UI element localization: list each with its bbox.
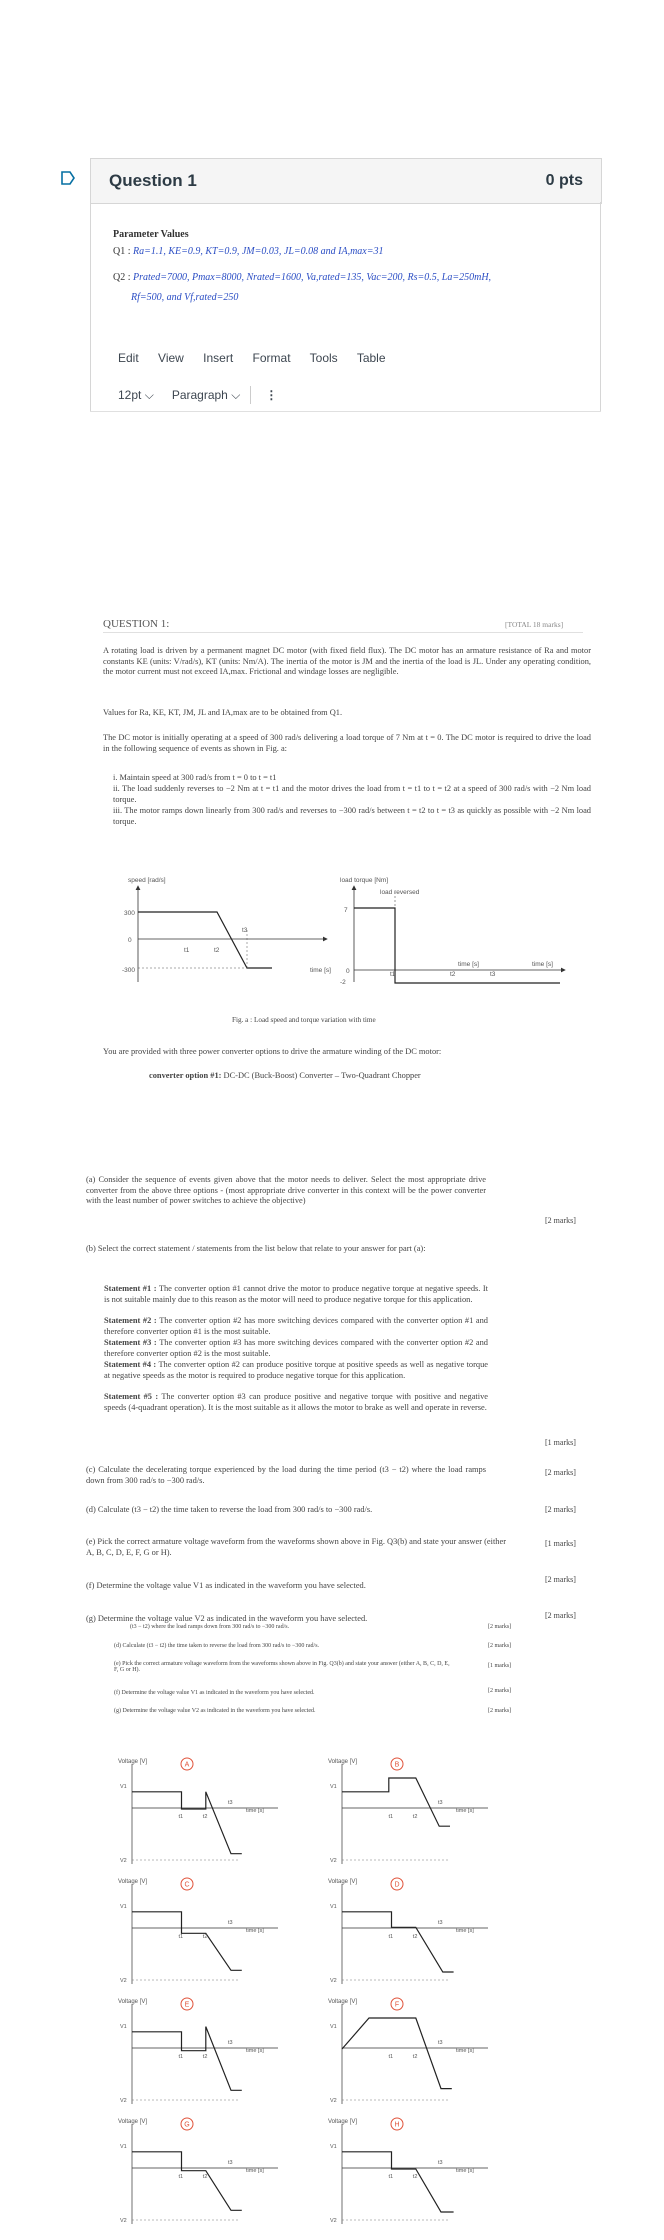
waveform-trace — [132, 1912, 242, 1971]
waveform-v2: V2 — [330, 1978, 337, 1984]
bookmark-flag-icon[interactable] — [60, 170, 76, 186]
speed-trace — [138, 912, 272, 968]
waveform-t1: t1 — [178, 2054, 184, 2060]
waveform-t1: t1 — [178, 2174, 184, 2180]
waveform-xlabel: time [s] — [456, 2048, 474, 2054]
waveform-v2: V2 — [120, 1978, 127, 1984]
part-g: (g) Determine the voltage value V2 as indicated in the waveform you have selected. — [86, 1614, 368, 1623]
question-title: Question 1 — [109, 171, 197, 190]
waveform-v1: V1 — [120, 2024, 127, 2030]
waveform-A — [118, 1756, 283, 1868]
waveform-xlabel: time [s] — [456, 2168, 474, 2174]
waveform-ylabel: Voltage [V] — [118, 2119, 148, 2125]
font-size-select[interactable]: 12pt ⌵ — [118, 387, 154, 402]
waveform-B — [328, 1756, 493, 1868]
question-points: 0 pts — [545, 172, 583, 189]
waveform-trace — [342, 1778, 450, 1826]
waveform-G — [118, 2116, 283, 2228]
waveform-v1: V1 — [120, 2144, 127, 2150]
waveform-letter: D — [394, 1881, 400, 1889]
waveform-v2: V2 — [120, 2218, 127, 2224]
waveform-t2: t2 — [412, 2174, 418, 2180]
waveform-t3: t3 — [438, 1800, 443, 1806]
torque-y0: 0 — [346, 968, 350, 975]
part-f: (f) Determine the voltage value V1 as indicated in the waveform you have selected. — [86, 1581, 366, 1590]
paragraph-select[interactable]: Paragraph ⌵ — [171, 387, 241, 402]
waveform-t1: t1 — [178, 1934, 184, 1940]
waveform-ylabel: Voltage [V] — [118, 1999, 148, 2005]
waveform-t2: t2 — [202, 2174, 208, 2180]
waveform-trace — [342, 2018, 452, 2089]
waveform-t3: t3 — [228, 2040, 233, 2046]
waveform-v2: V2 — [330, 2218, 337, 2224]
waveform-t3: t3 — [438, 2040, 443, 2046]
waveform-ylabel: Voltage [V] — [328, 1879, 358, 1885]
menu-insert[interactable]: Insert — [203, 351, 234, 365]
statements-marks: [1 marks] — [545, 1438, 576, 1447]
torque-t3: t3 — [490, 971, 496, 978]
repeat-d-marks: [2 marks] — [488, 1643, 512, 1649]
editor-menubar — [118, 351, 402, 365]
repeat-e-marks: [1 marks] — [488, 1663, 512, 1669]
statement-2: Statement #2 : The converter option #2 has more switching devices compared with the converter option #1 and therefore converter option #1 is the most suitable. — [104, 1316, 488, 1336]
params-heading: Parameter Values — [113, 229, 189, 240]
part-a: (a) Consider the sequence of events given above that the motor needs to deliver. Select the most appropriate drive converter from the above three options - (most appropriate drive converter in this context will be the power converter with the least number of power switches to achieve the objective) — [86, 1175, 486, 1205]
torque-y7: 7 — [344, 907, 348, 914]
waveform-letter: A — [184, 1761, 190, 1769]
converter-option-1: converter option #1: DC-DC (Buck-Boost) Converter – Two-Quadrant Chopper — [149, 1071, 421, 1080]
doc-p2: Values for Ra, KE, KT, JM, JL and IA,max are to be obtained from Q1. — [103, 708, 343, 717]
repeat-g-marks: [2 marks] — [488, 1708, 512, 1714]
repeat-d: (d) Calculate (t3 − t2) the time taken to reverse the load from 300 rad/s to −300 rad/s. — [114, 1643, 320, 1649]
waveform-t3: t3 — [228, 2160, 233, 2166]
waveform-v1: V1 — [120, 1784, 127, 1790]
waveform-xlabel: time [s] — [456, 1928, 474, 1934]
waveform-ylabel: Voltage [V] — [118, 1879, 148, 1885]
doc-title: QUESTION 1: — [103, 618, 170, 630]
waveform-v2: V2 — [330, 2098, 337, 2104]
statement-5: Statement #5 : The converter option #3 can produce positive and negative torque with positive and negative speeds (4-quadrant operation). It is the most suitable as it allows the motor to brake as well and operate in reverse. — [104, 1392, 488, 1412]
torque-graph — [340, 870, 580, 990]
menu-view[interactable]: View — [158, 351, 184, 365]
repeat-c: (t3 − t2) where the load ramps down from 300 rad/s to −300 rad/s. — [130, 1624, 290, 1630]
params-q1: Q1 : Ra=1.1, KE=0.9, KT=0.9, JM=0.03, JL=0.08 and IA,max=31 — [113, 246, 384, 257]
waveform-v2: V2 — [120, 1858, 127, 1864]
repeat-f: (f) Determine the voltage value V1 as indicated in the waveform you have selected. — [114, 1690, 315, 1696]
repeat-f-marks: [2 marks] — [488, 1688, 512, 1694]
waveform-letter: G — [184, 2121, 190, 2129]
editor-divider — [90, 411, 601, 412]
part-b: (b) Select the correct statement / statements from the list below that relate to your answer for part (a): — [86, 1244, 426, 1253]
waveform-trace — [132, 1792, 242, 1854]
speed-y0: 0 — [128, 937, 132, 944]
waveform-v2: V2 — [120, 2098, 127, 2104]
torque-time-label: time [s] — [532, 961, 553, 968]
waveform-letter: F — [394, 2001, 400, 2009]
doc-total: [TOTAL 18 marks] — [505, 620, 564, 629]
part-f-marks: [2 marks] — [545, 1575, 576, 1584]
part-e-marks: [1 marks] — [545, 1539, 576, 1548]
part-a-marks: [2 marks] — [545, 1216, 576, 1225]
waveform-t2: t2 — [202, 2054, 208, 2060]
statement-4: Statement #4 : The converter option #2 can produce positive torque at positive speeds as well as negative torque at negative speeds as the motor is required to produce negative torque for this application. — [104, 1360, 488, 1380]
waveform-t1: t1 — [388, 2054, 394, 2060]
waveform-t2: t2 — [202, 1934, 208, 1940]
doc-p4: You are provided with three power converter options to drive the armature winding of the DC motor: — [103, 1047, 442, 1056]
waveform-t3: t3 — [438, 2160, 443, 2166]
part-c-marks: [2 marks] — [545, 1468, 576, 1477]
waveform-E — [118, 1996, 283, 2108]
waveform-xlabel: time [s] — [456, 1808, 474, 1814]
part-g-marks: [2 marks] — [545, 1611, 576, 1620]
waveform-trace — [342, 1912, 454, 1972]
waveform-ylabel: Voltage [V] — [328, 1759, 358, 1765]
speed-y300: 300 — [124, 910, 135, 917]
waveform-t1: t1 — [388, 1814, 394, 1820]
waveform-D — [328, 1876, 493, 1988]
params-q2: Q2 : Prated=7000, Pmax=8000, Nrated=1600, Va,rated=135, Vac=200, Rs=0.5, La=250mH, — [113, 272, 492, 283]
doc-p1: A rotating load is driven by a permanent magnet DC motor (with fixed field flux). The DC motor has an armature resistance of Ra and motor constants KE (units: V/rad/s), KT (units: Nm/A). The inertia of the motor is JM and the inertia of the load is JL. Under any operating condition, the motor current must not exceed IA,max. Frictional and windage losses are negligible. — [103, 646, 591, 676]
waveform-xlabel: time [s] — [246, 1928, 264, 1934]
waveform-ylabel: Voltage [V] — [328, 1999, 358, 2005]
waveform-t3: t3 — [438, 1920, 443, 1926]
waveform-grid — [118, 1756, 518, 2240]
doc-event-2: ii. The load suddenly reverses to −2 Nm at t = t1 and the motor drives the load from t = t1 to t = t2 at a speed of 300 rad/s with −2 Nm load torque. — [113, 784, 591, 804]
waveform-t2: t2 — [412, 2054, 418, 2060]
waveform-t3: t3 — [228, 1800, 233, 1806]
waveform-F — [328, 1996, 493, 2108]
waveform-H — [328, 2116, 493, 2228]
waveform-v2: V2 — [330, 1858, 337, 1864]
waveform-v1: V1 — [330, 2024, 337, 2030]
speed-yneg300: -300 — [122, 967, 136, 974]
speed-time-label: time [s] — [310, 967, 331, 974]
params-q2-cont: Rf=500, and Vf,rated=250 — [131, 292, 239, 303]
waveform-t2: t2 — [412, 1814, 418, 1820]
statement-3: Statement #3 : The converter option #3 has more switching devices compared with the converter option #2 and therefore converter option #2 is the most suitable. — [104, 1338, 488, 1358]
menu-format[interactable]: Format — [252, 351, 291, 365]
chevron-down-icon: ⌵ — [144, 387, 154, 402]
question-header — [91, 159, 601, 204]
chevron-down-icon: ⌵ — [231, 387, 241, 402]
torque-time-label-2: time [s] — [458, 961, 479, 968]
waveform-letter: E — [184, 2001, 190, 2009]
doc-p3: The DC motor is initially operating at a speed of 300 rad/s delivering a load torque of 7 Nm at t = 0. The DC motor is required to drive the load in the following sequence of events as shown in Fig. a: — [103, 733, 591, 753]
card-border-left — [90, 202, 91, 412]
waveform-trace — [342, 2152, 454, 2212]
menu-table[interactable]: Table — [356, 351, 386, 365]
toolbar-divider — [250, 386, 251, 404]
speed-t1: t1 — [184, 947, 190, 954]
waveform-v1: V1 — [330, 1784, 337, 1790]
waveform-trace — [132, 2027, 242, 2091]
part-d-marks: [2 marks] — [545, 1505, 576, 1514]
question-card — [90, 158, 602, 204]
fig-a-caption: Fig. a : Load speed and torque variation with time — [232, 1016, 376, 1024]
torque-trace — [354, 908, 560, 983]
waveform-xlabel: time [s] — [246, 2168, 264, 2174]
statement-1: Statement #1 : The converter option #1 cannot drive the motor to produce negative torque at negative speeds. It is not suitable mainly due to this reason as the motor will need to produce negative torque for this application. — [104, 1284, 488, 1304]
waveform-C — [118, 1876, 283, 1988]
doc-rule — [103, 632, 583, 633]
repeat-g: (g) Determine the voltage value V2 as indicated in the waveform you have selected. — [114, 1708, 316, 1714]
editor-toolbar — [118, 386, 277, 404]
repeat-c-marks: [2 marks] — [488, 1624, 512, 1630]
torque-t2: t2 — [450, 971, 456, 978]
waveform-ylabel: Voltage [V] — [118, 1759, 148, 1765]
waveform-v1: V1 — [120, 1904, 127, 1910]
speed-graph — [122, 870, 342, 990]
waveform-t2: t2 — [412, 1934, 418, 1940]
waveform-trace — [132, 2152, 242, 2211]
torque-t1: t1 — [390, 971, 396, 978]
waveform-t3: t3 — [228, 1920, 233, 1926]
speed-t2: t2 — [214, 947, 220, 954]
waveform-v1: V1 — [330, 2144, 337, 2150]
menu-tools[interactable]: Tools — [309, 351, 338, 365]
waveform-t1: t1 — [388, 2174, 394, 2180]
waveform-xlabel: time [s] — [246, 1808, 264, 1814]
waveform-letter: H — [394, 2121, 400, 2129]
waveform-t2: t2 — [202, 1814, 208, 1820]
doc-event-1: i. Maintain speed at 300 rad/s from t = 0 to t = t1 — [113, 773, 277, 782]
waveform-ylabel: Voltage [V] — [328, 2119, 358, 2125]
speed-axis-label: speed [rad/s] — [128, 877, 166, 884]
speed-t3: t3 — [242, 927, 248, 934]
load-reversed-label: load reversed — [380, 889, 420, 896]
part-e: (e) Pick the correct armature voltage waveform from the waveforms shown above in Fig. Q3(b) and state your answer (either A, B, C, D, E, F, G or H). — [86, 1537, 506, 1557]
waveform-letter: C — [184, 1881, 190, 1889]
waveform-t1: t1 — [178, 1814, 184, 1820]
waveform-t1: t1 — [388, 1934, 394, 1940]
doc-event-3: iii. The motor ramps down linearly from 300 rad/s and reverses to −300 rad/s between t = t2 to t = t3 as quickly as possible with −2 Nm load torque. — [113, 806, 591, 826]
part-d: (d) Calculate (t3 − t2) the time taken to reverse the load from 300 rad/s to −300 rad/s. — [86, 1505, 373, 1514]
waveform-xlabel: time [s] — [246, 2048, 264, 2054]
waveform-v1: V1 — [330, 1904, 337, 1910]
part-c: (c) Calculate the decelerating torque experienced by the load during the time period (t3 − t2) where the load ramps down from 300 rad/s to −300 rad/s. — [86, 1465, 486, 1485]
waveform-letter: B — [394, 1761, 400, 1769]
more-options-icon[interactable]: ⋮ — [265, 388, 278, 402]
torque-axis-label: load torque [Nm] — [340, 877, 389, 884]
card-border-right — [600, 202, 601, 412]
menu-edit[interactable]: Edit — [118, 351, 139, 365]
repeat-e: (e) Pick the correct armature voltage waveform from the waveforms shown above in Fig. Q3(b) and state your answer (either A, B, C, D, E, F, G or H). — [114, 1661, 450, 1673]
torque-yneg2: -2 — [340, 979, 346, 986]
